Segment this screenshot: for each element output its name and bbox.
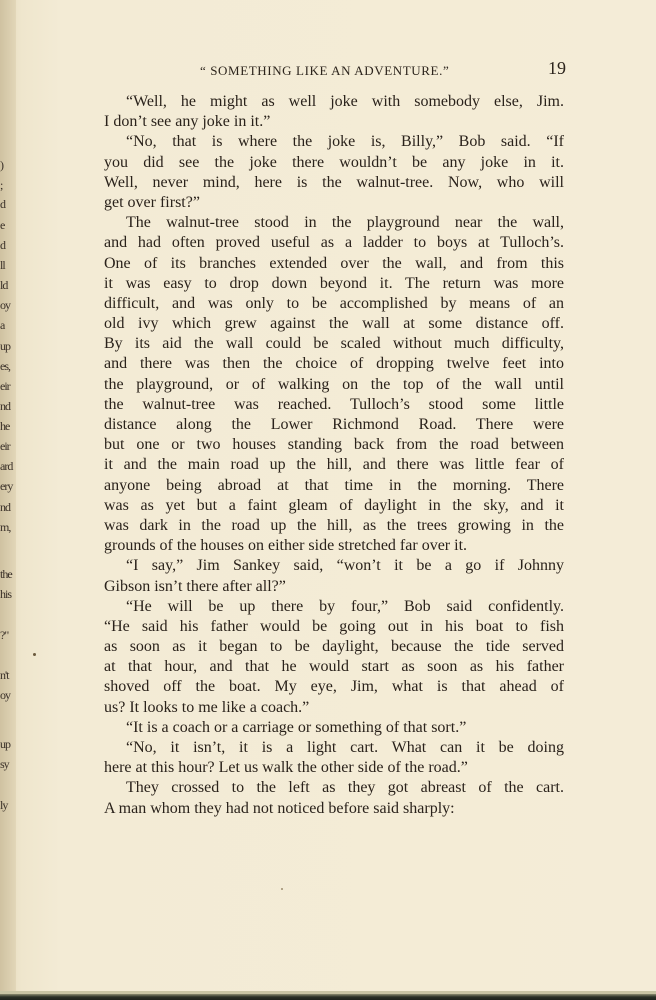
text-line: “Well, he might as well joke with somebody else, Jim. <box>126 93 564 110</box>
margin-fragment: oy <box>0 298 10 312</box>
text-line: anyone being abroad at that time in the morning. There <box>104 476 564 494</box>
text-line: Well, never mind, here is the walnut-tree. Now, who will <box>104 173 564 191</box>
text-line: as soon as it began to be daylight, because the tide served <box>104 638 564 656</box>
margin-fragment: d <box>0 197 5 211</box>
text-line: you did see the joke there wouldn’t be any joke in it. <box>104 153 564 171</box>
text-line: it and the main road up the hill, and there was little fear of <box>104 456 564 474</box>
paper-speck <box>281 888 283 890</box>
text-line: grounds of the houses on either side stretched far over it. <box>104 537 468 555</box>
margin-fragment: nd <box>0 399 10 413</box>
text-line: By its aid the wall could be scaled without much difficulty, <box>104 335 564 353</box>
page-bottom-edge <box>0 994 656 1000</box>
text-line: “It is a coach or a carriage or something of that sort.” <box>126 718 467 736</box>
page-number: 19 <box>548 58 566 78</box>
text-line: old ivy which grew against the wall at some distance off. <box>104 315 564 333</box>
text-line: and there was then the choice of dropping twelve feet into <box>104 355 564 373</box>
text-line: but one or two houses standing back from the road between <box>104 436 564 454</box>
text-line: it was easy to drop down beyond it. The return was more <box>104 274 564 292</box>
text-line: One of its branches extended over the wall, and from this <box>104 254 564 272</box>
margin-fragment: he <box>0 419 10 433</box>
previous-page-edge-text <box>0 0 14 1000</box>
margin-fragment: up <box>0 737 10 751</box>
text-line: “I say,” Jim Sankey said, “won’t it be a go if Johnny <box>126 557 564 575</box>
page-header <box>104 58 566 82</box>
margin-fragment: nd <box>0 500 10 514</box>
text-line: They crossed to the left as they got abreast of the cart. <box>126 779 564 797</box>
text-line: Gibson isn’t there after all?” <box>104 577 286 595</box>
margin-fragment: sy <box>0 757 9 771</box>
text-line: here at this hour? Let us walk the other side of the road.” <box>104 759 468 777</box>
text-line: distance along the Lower Richmond Road. There were <box>104 416 564 433</box>
text-line: get over first?” <box>104 193 200 211</box>
margin-fragment: ; <box>0 178 3 192</box>
text-line: “He said his father would be going out in his boat to fish <box>104 617 564 635</box>
text-line: A man whom they had not noticed before said sharply: <box>104 799 455 817</box>
margin-fragment: ) <box>0 158 3 172</box>
margin-fragment: e <box>0 218 5 232</box>
text-line: shoved off the boat. My eye, Jim, what is that ahead of <box>104 678 564 696</box>
text-line: and had often proved useful as a ladder to boys at Tulloch’s. <box>104 234 564 252</box>
body-text <box>104 92 564 819</box>
margin-fragment: ly <box>0 798 8 812</box>
margin-fragment: ll <box>0 258 5 272</box>
text-line: difficult, and was only to be accomplished by means of an <box>104 294 564 312</box>
margin-fragment: es, <box>0 359 10 373</box>
margin-fragment: his <box>0 587 12 601</box>
text-line: “No, it isn’t, it is a light cart. What can it be doing <box>126 739 564 756</box>
margin-fragment: oy <box>0 688 10 702</box>
text-line: the walnut-tree was reached. Tulloch’s stood some little <box>104 395 564 413</box>
text-line: “No, that is where the joke is, Billy,” Bob said. “If <box>126 133 564 151</box>
margin-fragment: m, <box>0 520 11 534</box>
margin-fragment: up <box>0 339 10 353</box>
margin-fragment: d <box>0 238 5 252</box>
text-line: “He will be up there by four,” Bob said confidently. <box>126 597 564 615</box>
margin-fragment: ery <box>0 479 13 493</box>
text-line: the playground, or of walking on the top of the wall until <box>104 375 564 393</box>
text-line: The walnut-tree stood in the playground near the wall, <box>126 214 564 232</box>
margin-fragment: n't <box>0 668 9 682</box>
margin-fragment: the <box>0 567 12 581</box>
paper-speck <box>33 653 36 656</box>
margin-fragment: ld <box>0 278 8 292</box>
text-line: was as yet but a faint gleam of daylight in the sky, and it <box>104 496 564 514</box>
margin-fragment: ?" <box>0 628 9 642</box>
running-head: “ SOMETHING LIKE AN ADVENTURE.” <box>200 63 450 78</box>
text-line: us? It looks to me like a coach.” <box>104 698 310 716</box>
text-line: I don’t see any joke in it.” <box>104 113 271 131</box>
margin-fragment: ard <box>0 459 13 473</box>
margin-fragment: eir <box>0 379 10 393</box>
margin-fragment: a <box>0 318 5 332</box>
text-line: at that hour, and that he would start as soon as his father <box>104 658 564 676</box>
text-line: was dark in the road up the hill, as the trees growing in the <box>104 516 564 534</box>
margin-fragment: eir <box>0 439 10 453</box>
